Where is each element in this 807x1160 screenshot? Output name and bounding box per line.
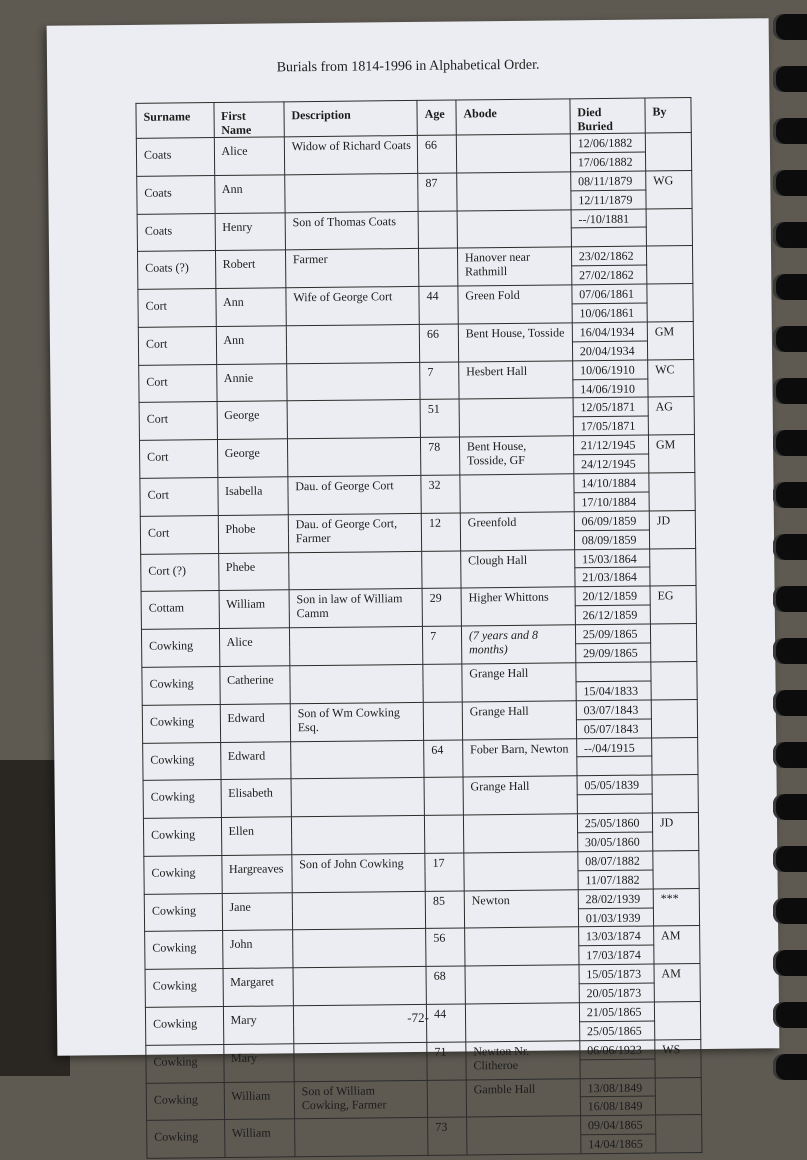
age-cell: 85	[425, 891, 464, 929]
by-cell	[646, 208, 692, 246]
surname-cell: Coats (?)	[137, 251, 215, 290]
first-name-cell: Ann	[215, 288, 286, 327]
by-cell	[653, 850, 699, 888]
description-cell	[287, 362, 421, 401]
surname-cell: Cowking	[146, 1044, 224, 1083]
binding-ring	[773, 326, 807, 352]
surname-cell: Coats	[136, 138, 214, 177]
age-cell: 12	[421, 513, 460, 551]
by-cell	[651, 661, 697, 699]
description-cell: Dau. of George Cort	[288, 475, 422, 514]
age-cell: 64	[424, 739, 463, 777]
binding-ring	[773, 378, 807, 404]
binding-ring	[773, 482, 807, 508]
abode-cell	[465, 965, 579, 1004]
description-cell	[288, 551, 422, 590]
by-cell	[646, 246, 692, 284]
age-cell: 17	[425, 853, 464, 891]
buried-date-cell: 14/06/1910	[573, 379, 648, 399]
buried-date-cell: 17/03/1874	[579, 945, 654, 965]
description-cell	[293, 967, 427, 1006]
first-name-cell: Alice	[214, 137, 285, 176]
age-cell	[423, 702, 462, 740]
first-name-cell: John	[222, 930, 293, 969]
died-date-cell: 09/04/1865	[580, 1115, 655, 1135]
by-cell	[655, 1077, 701, 1115]
description-cell	[287, 438, 421, 477]
age-cell: 68	[426, 966, 465, 1004]
first-name-cell: George	[217, 401, 288, 440]
first-name-cell: Catherine	[219, 666, 290, 705]
binding-ring	[773, 638, 807, 664]
by-cell: EG	[650, 586, 696, 624]
died-date-cell: 14/10/1884	[574, 473, 649, 493]
died-date-cell: 08/11/1879	[570, 171, 645, 191]
abode-cell: Grange Hall	[462, 663, 576, 702]
buried-date-cell: 01/03/1939	[578, 908, 653, 928]
description-cell: Son of Wm Cowking Esq.	[290, 702, 424, 741]
first-name-cell: George	[217, 439, 288, 478]
first-name-cell: Isabella	[217, 477, 288, 516]
died-date-cell: --/10/1881	[571, 209, 646, 229]
buried-date-cell: 21/03/1864	[575, 568, 650, 588]
by-cell	[650, 624, 696, 662]
died-date-cell: 20/12/1859	[575, 586, 650, 606]
abode-cell	[463, 814, 577, 853]
by-cell	[649, 473, 695, 511]
age-cell: 7	[423, 626, 462, 664]
died-date-cell: 15/03/1864	[574, 549, 649, 569]
by-cell	[647, 284, 693, 322]
abode-cell: Grange Hall	[463, 776, 577, 815]
age-cell: 29	[422, 588, 461, 626]
died-date-cell: 16/04/1934	[572, 322, 647, 342]
abode-cell	[460, 474, 574, 513]
abode-cell: Newton	[464, 889, 578, 928]
description-cell	[290, 740, 424, 779]
abode-cell: Newton Nr. Clitheroe	[466, 1041, 580, 1080]
buried-date-cell	[577, 756, 652, 776]
buried-date-cell: 20/04/1934	[572, 341, 647, 361]
description-cell	[291, 815, 425, 854]
abode-cell: Clough Hall	[461, 549, 575, 588]
abode-cell: Higher Whittons	[461, 587, 575, 626]
table-header-row	[136, 98, 691, 139]
died-date-cell: 21/05/1865	[579, 1002, 654, 1022]
surname-cell: Cort	[139, 402, 217, 441]
binding-ring	[773, 118, 807, 144]
buried-date-cell	[571, 227, 646, 247]
first-name-cell: Elisabeth	[221, 779, 292, 818]
age-cell	[419, 248, 458, 286]
by-cell: WG	[646, 170, 692, 208]
binding-ring	[773, 430, 807, 456]
surname-cell: Cort (?)	[141, 553, 219, 592]
abode-cell: Green Fold	[458, 285, 572, 324]
died-date-cell: 13/03/1874	[578, 926, 653, 946]
first-name-cell: Jane	[222, 892, 293, 931]
died-date-cell: --/04/1915	[576, 738, 651, 758]
died-date-cell	[576, 662, 651, 682]
binding-ring	[773, 66, 807, 92]
surname-cell: Cottam	[141, 591, 219, 630]
buried-date-cell	[580, 1059, 655, 1079]
surname-cell: Cowking	[144, 855, 222, 894]
by-cell: AG	[648, 397, 694, 435]
age-cell	[422, 551, 461, 589]
description-cell: Son of John Cowking	[292, 853, 426, 892]
buried-date-cell: 25/05/1865	[579, 1021, 654, 1041]
died-date-cell: 06/09/1859	[574, 511, 649, 531]
by-cell	[651, 699, 697, 737]
buried-date-cell: 24/12/1945	[573, 454, 648, 474]
by-cell	[652, 737, 698, 775]
surname-cell: Cort	[140, 515, 218, 554]
burials-table	[135, 97, 702, 1159]
abode-cell: Greenfold	[460, 512, 574, 551]
description-cell: Widow of Richard Coats	[284, 135, 418, 174]
buried-date-cell	[577, 794, 652, 814]
document-page	[47, 18, 780, 1152]
surname-cell: Cowking	[147, 1120, 225, 1159]
by-cell: WS	[655, 1039, 701, 1077]
col-header-description: Description	[284, 100, 418, 136]
buried-date-cell: 11/07/1882	[578, 870, 653, 890]
abode-cell	[456, 134, 570, 173]
died-date-cell: 12/05/1871	[573, 398, 648, 418]
buried-date-cell: 17/06/1882	[570, 152, 645, 172]
col-header-surname: Surname	[136, 103, 214, 139]
first-name-cell: Ellen	[221, 817, 292, 856]
table-body	[136, 133, 702, 1159]
age-cell: 56	[426, 928, 465, 966]
col-header-abode: Abode	[456, 99, 570, 135]
buried-date-cell: 16/08/1849	[580, 1096, 655, 1116]
surname-cell: Cowking	[145, 931, 223, 970]
by-cell: AM	[654, 964, 700, 1002]
first-name-cell: Phebe	[218, 552, 289, 591]
died-date-cell: 13/08/1849	[580, 1078, 655, 1098]
surname-cell: Cort	[139, 440, 217, 479]
first-name-cell: William	[219, 590, 290, 629]
description-cell	[287, 400, 421, 439]
died-date-cell: 10/06/1910	[572, 360, 647, 380]
spiral-binding	[771, 0, 807, 1076]
col-header-first-name: First Name	[213, 102, 284, 138]
age-cell: 51	[420, 399, 459, 437]
description-cell	[292, 929, 426, 968]
by-cell	[645, 133, 691, 171]
abode-cell: Fober Barn, Newton	[463, 738, 577, 777]
age-cell: 7	[420, 362, 459, 400]
age-cell: 73	[428, 1117, 467, 1155]
binding-ring	[773, 534, 807, 560]
first-name-cell: Edward	[220, 741, 291, 780]
died-date-cell: 15/05/1873	[579, 964, 654, 984]
age-cell: 87	[418, 173, 457, 211]
surname-cell: Cort	[139, 364, 217, 403]
first-name-cell: Ann	[216, 326, 287, 365]
died-date-cell: 25/05/1860	[577, 813, 652, 833]
buried-date-cell: 30/05/1860	[577, 832, 652, 852]
age-cell	[427, 1080, 466, 1118]
age-cell: 66	[419, 324, 458, 362]
abode-cell: Bent House, Tosside	[458, 323, 572, 362]
abode-cell	[459, 398, 573, 437]
first-name-cell: William	[224, 1081, 295, 1120]
abode-cell	[464, 927, 578, 966]
buried-date-cell: 15/04/1833	[576, 681, 651, 701]
abode-cell: Grange Hall	[462, 701, 576, 740]
age-cell: 32	[421, 475, 460, 513]
surname-cell: Cort	[140, 478, 218, 517]
buried-date-cell: 10/06/1861	[572, 303, 647, 323]
binding-ring	[773, 170, 807, 196]
surname-cell: Cowking	[145, 969, 223, 1008]
surname-cell: Cowking	[143, 818, 221, 857]
buried-date-cell: 29/09/1865	[575, 643, 650, 663]
died-date-cell: 12/06/1882	[570, 133, 645, 153]
died-date-cell: 25/09/1865	[575, 624, 650, 644]
buried-date-cell: 14/04/1865	[581, 1134, 656, 1154]
abode-cell: Gamble Hall	[466, 1078, 580, 1117]
by-cell: JD	[652, 813, 698, 851]
surname-cell: Cowking	[146, 1082, 224, 1121]
surname-cell: Cort	[138, 326, 216, 365]
surname-cell: Cowking	[142, 666, 220, 705]
died-date-cell: 23/02/1862	[571, 246, 646, 266]
buried-date-cell: 12/11/1879	[571, 190, 646, 210]
buried-date-cell: 26/12/1859	[575, 605, 650, 625]
first-name-cell: Robert	[215, 250, 286, 289]
by-cell: AM	[654, 926, 700, 964]
by-cell: JD	[649, 510, 695, 548]
died-date-cell: 08/07/1882	[578, 851, 653, 871]
by-cell: ***	[653, 888, 699, 926]
first-name-cell: Henry	[215, 212, 286, 251]
buried-date-cell: 08/09/1859	[574, 530, 649, 550]
by-cell	[650, 548, 696, 586]
first-name-cell: Ann	[214, 175, 285, 214]
age-cell: 44	[419, 286, 458, 324]
died-date-cell: 07/06/1861	[572, 284, 647, 304]
abode-cell: Hesbert Hall	[459, 361, 573, 400]
surname-cell: Cowking	[144, 893, 222, 932]
binding-ring	[773, 950, 807, 976]
surname-cell: Cowking	[145, 1006, 223, 1045]
by-cell	[652, 775, 698, 813]
description-cell	[290, 664, 424, 703]
surname-cell: Cowking	[141, 629, 219, 668]
abode-cell	[464, 852, 578, 891]
description-cell: Wife of George Cort	[286, 287, 420, 326]
age-cell: 78	[421, 437, 460, 475]
binding-ring	[773, 1054, 807, 1080]
binding-ring	[773, 586, 807, 612]
col-header-died-buried: Died Buried	[570, 98, 645, 134]
description-cell: Dau. of George Cort, Farmer	[288, 513, 422, 552]
surname-cell: Cowking	[143, 742, 221, 781]
by-cell: GM	[647, 321, 693, 359]
description-cell: Son of Thomas Coats	[285, 211, 419, 250]
died-date-cell: 05/05/1839	[577, 775, 652, 795]
first-name-cell: Phobe	[218, 515, 289, 554]
first-name-cell: Mary	[223, 1006, 294, 1045]
first-name-cell: Margaret	[223, 968, 294, 1007]
surname-cell: Cort	[138, 289, 216, 328]
page-title: Burials from 1814-1996 in Alphabetical Order.	[276, 57, 540, 76]
abode-cell	[466, 1116, 580, 1155]
by-cell: GM	[648, 435, 694, 473]
buried-date-cell: 20/05/1873	[579, 983, 654, 1003]
died-date-cell: 06/06/1923	[580, 1040, 655, 1060]
binding-ring	[773, 742, 807, 768]
first-name-cell: Annie	[216, 364, 287, 403]
abode-cell	[457, 172, 571, 211]
binding-ring	[773, 898, 807, 924]
died-date-cell: 28/02/1939	[578, 889, 653, 909]
abode-cell: (7 years and 8 months)	[461, 625, 575, 664]
age-cell	[423, 664, 462, 702]
age-cell: 44	[427, 1004, 466, 1042]
description-cell	[294, 1042, 428, 1081]
buried-date-cell: 17/10/1884	[574, 492, 649, 512]
buried-date-cell: 05/07/1843	[576, 719, 651, 739]
age-cell	[424, 777, 463, 815]
surname-cell: Cowking	[142, 704, 220, 743]
buried-date-cell: 17/05/1871	[573, 416, 648, 436]
buried-date-cell: 27/02/1862	[571, 265, 646, 285]
binding-ring	[773, 1002, 807, 1028]
description-cell: Farmer	[285, 249, 419, 288]
binding-ring	[773, 14, 807, 40]
col-header-by: By	[645, 98, 691, 133]
description-cell	[289, 627, 423, 666]
by-cell	[655, 1115, 701, 1153]
first-name-cell: Edward	[220, 704, 291, 743]
binding-ring	[773, 274, 807, 300]
age-cell	[425, 815, 464, 853]
surname-cell: Coats	[137, 213, 215, 252]
description-cell	[286, 324, 420, 363]
abode-cell: Hanover near Rathmill	[457, 247, 571, 286]
age-cell: 71	[427, 1042, 466, 1080]
page-number: -72-	[407, 1009, 429, 1026]
first-name-cell: Hargreaves	[221, 855, 292, 894]
binding-ring	[773, 222, 807, 248]
by-cell: WC	[648, 359, 694, 397]
first-name-cell: William	[224, 1119, 295, 1158]
surname-cell: Cowking	[143, 780, 221, 819]
col-header-age: Age	[417, 100, 456, 135]
died-date-cell: 21/12/1945	[573, 435, 648, 455]
binding-ring	[773, 846, 807, 872]
description-cell	[285, 173, 419, 212]
description-cell: Son of William Cowking, Farmer	[294, 1080, 428, 1119]
first-name-cell: Mary	[223, 1044, 294, 1083]
binding-ring	[773, 794, 807, 820]
abode-cell: Bent House, Tosside, GF	[459, 436, 573, 475]
died-date-cell: 03/07/1843	[576, 700, 651, 720]
abode-cell	[457, 209, 571, 248]
description-cell	[292, 891, 426, 930]
description-cell	[294, 1118, 428, 1157]
age-cell	[418, 211, 457, 249]
description-cell: Son in law of William Camm	[289, 589, 423, 628]
surname-cell: Coats	[137, 175, 215, 214]
first-name-cell: Alice	[219, 628, 290, 667]
age-cell: 66	[417, 135, 456, 173]
description-cell	[291, 778, 425, 817]
binding-ring	[773, 690, 807, 716]
